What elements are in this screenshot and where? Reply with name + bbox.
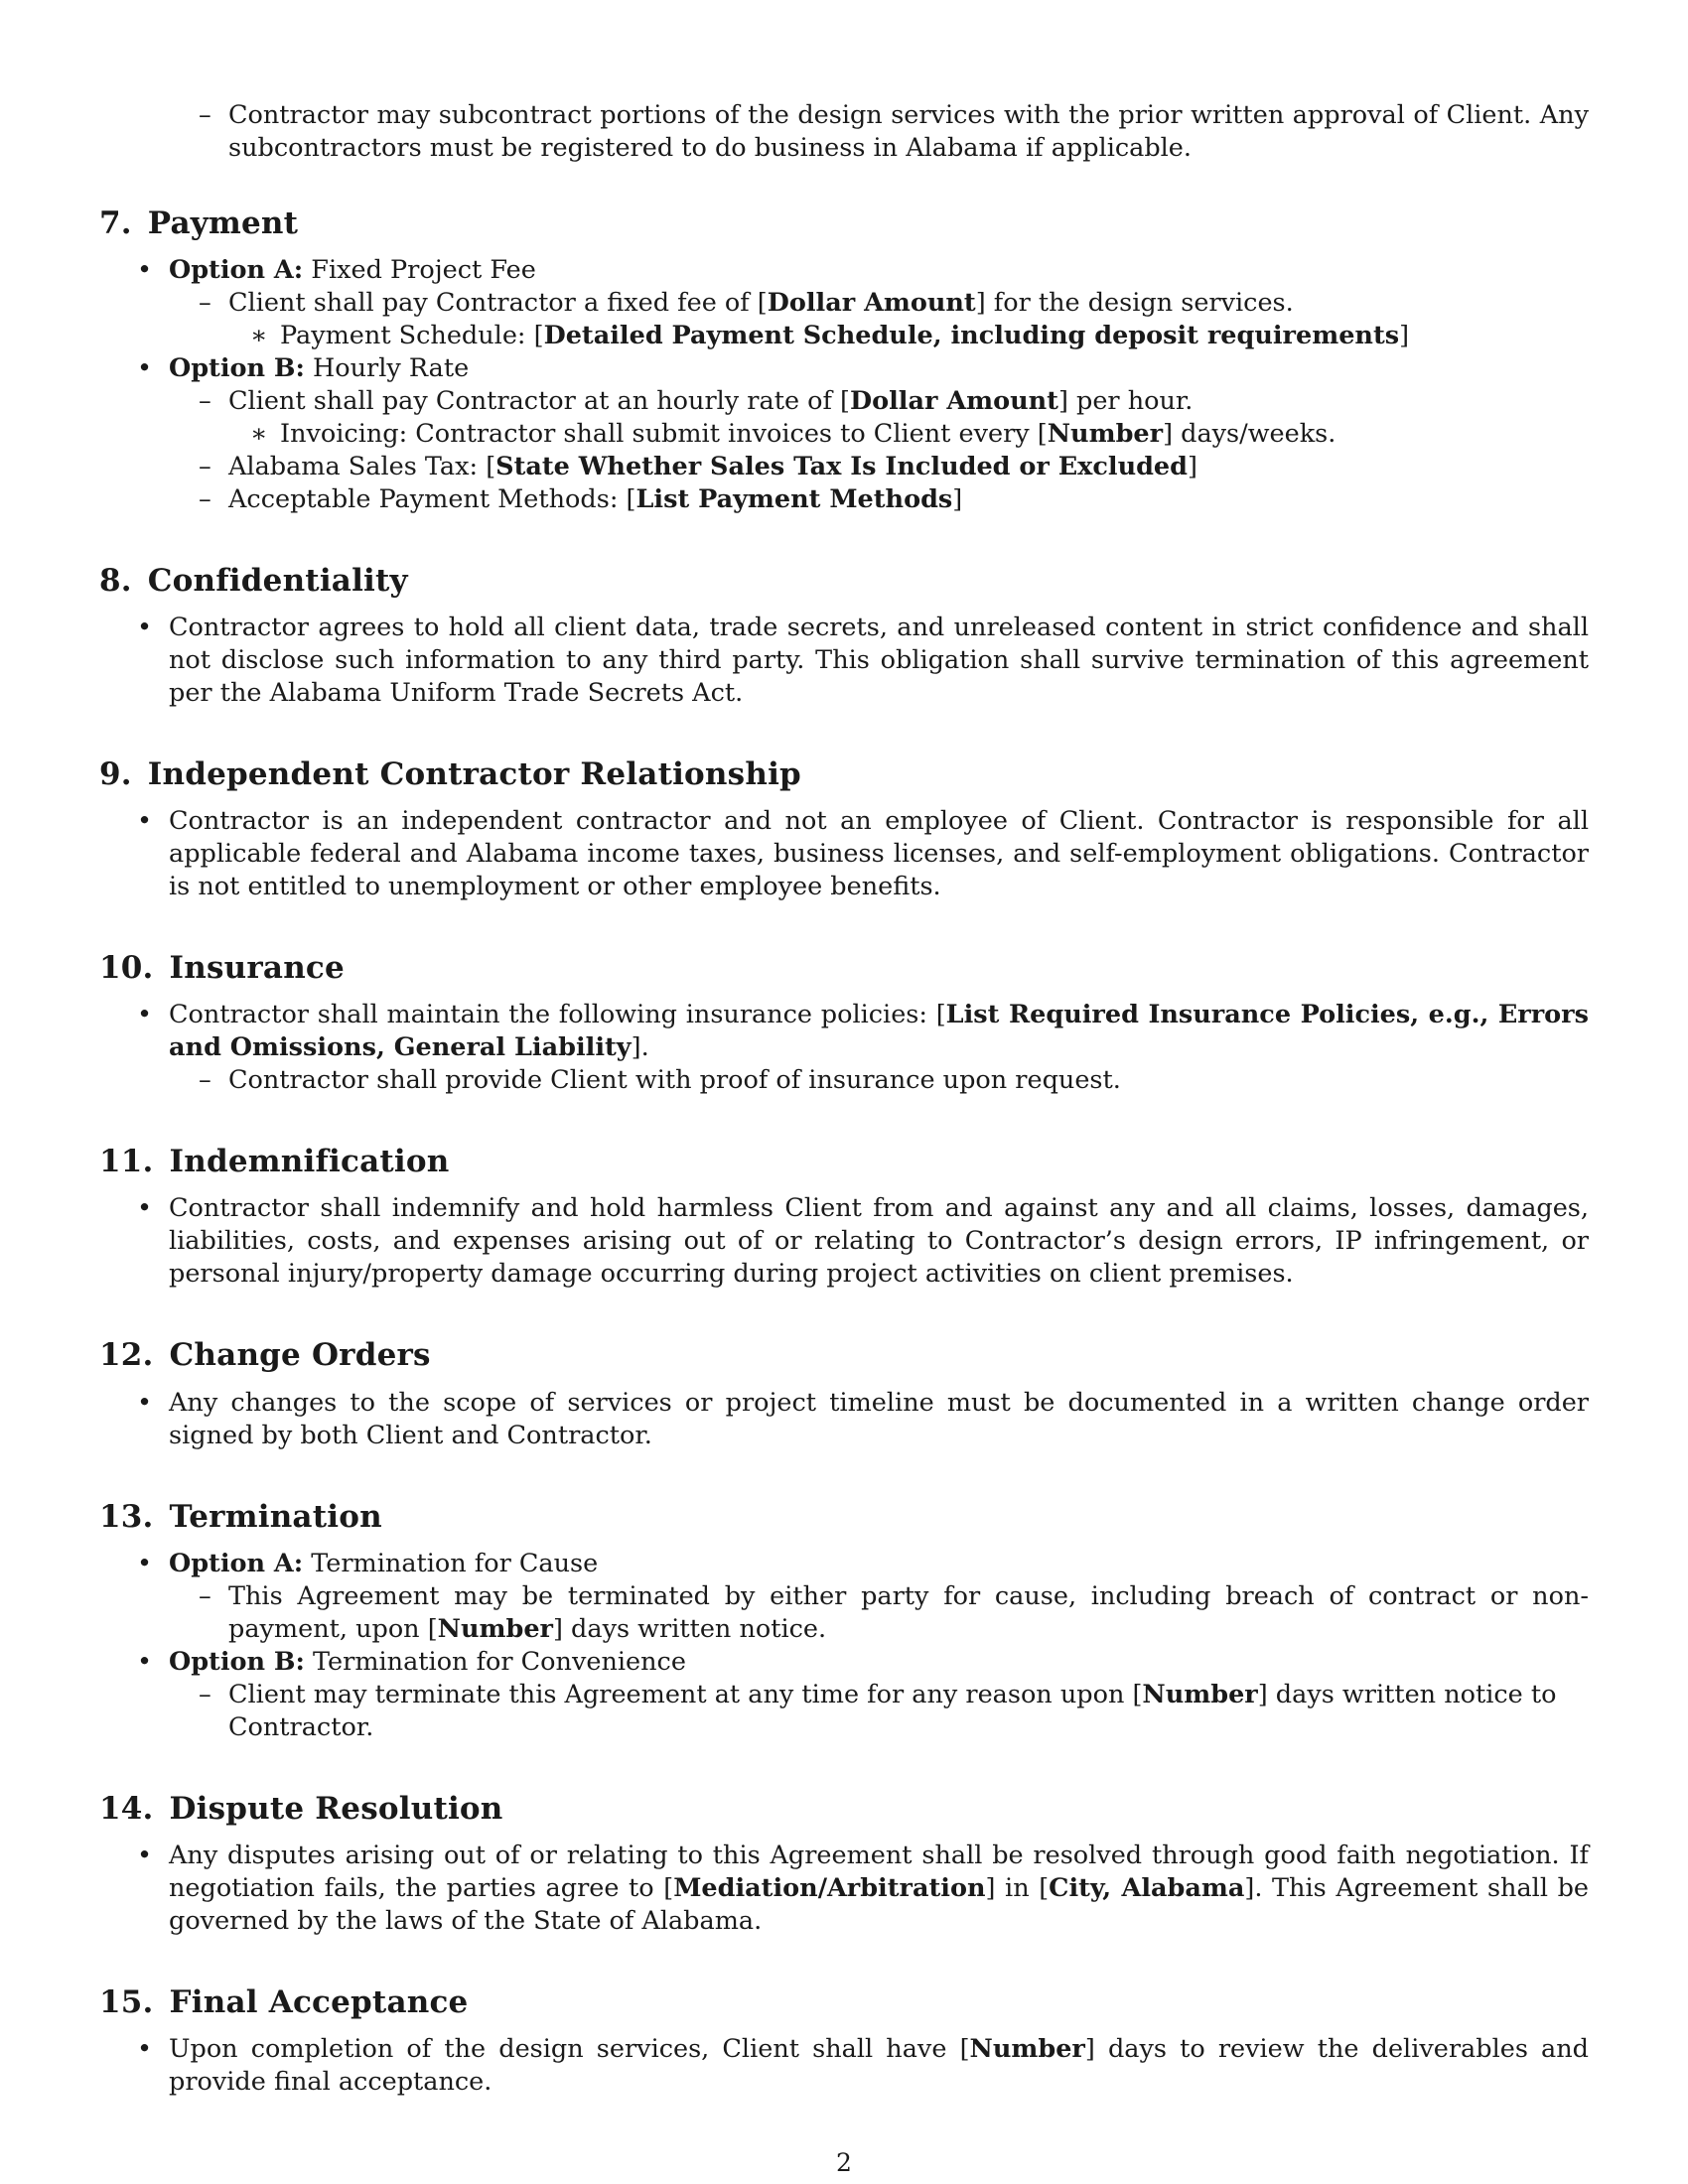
list-item: • Option A: Termination for Cause: [137, 1548, 599, 1578]
termination-list: [99, 1548, 1589, 1744]
section-indemnification: [99, 1145, 1589, 1291]
bullet-marker: •: [137, 1000, 153, 1030]
section-heading: 8. Confidentiality: [99, 563, 408, 600]
section-heading: 10. Insurance: [99, 950, 345, 987]
section-heading: 13. Termination: [99, 1498, 382, 1535]
document-page: [99, 99, 1589, 2099]
star-marker: ∗: [250, 321, 268, 351]
bullet-marker: •: [137, 353, 153, 384]
section-independent-contractor: [99, 757, 1589, 903]
dash-marker: –: [199, 1065, 211, 1096]
list-item: [99, 99, 1589, 165]
list-item: • Contractor agrees to hold all client data, trade secrets, and unreleased content in strict confidence and shall not disclose such information to any third party. This obligation shall survive termination of this agreement per the Alabama Uniform Trade Secrets Act.: [137, 613, 1589, 709]
section-heading: 9. Independent Contractor Relationship: [99, 756, 801, 793]
dash-marker: –: [199, 100, 211, 130]
list-item: • Upon completion of the design services, Client shall have [Number] days to review the deliverables and provide final acceptance.: [137, 2033, 1589, 2097]
list-item: • Option B: Termination for Convenience: [137, 1646, 686, 1677]
change-orders-list: [99, 1387, 1589, 1452]
section-final-acceptance: [99, 1985, 1589, 2099]
dash-marker: –: [199, 452, 211, 482]
section-heading: 11. Indemnification: [99, 1144, 450, 1180]
list-item: ∗ Payment Schedule: [Detailed Payment Schedule, including deposit requirements]: [250, 321, 1410, 351]
bullet-marker: •: [137, 2033, 153, 2064]
list-item: • Contractor shall maintain the following insurance policies: [List Required Insurance Policies, e.g., Errors and Omissions, General Liability].: [137, 1000, 1589, 1063]
bullet-marker: •: [137, 1548, 153, 1578]
bullet-marker: •: [137, 1387, 153, 1418]
section-heading: 14. Dispute Resolution: [99, 1790, 503, 1827]
subcontract-text: Contractor may subcontract portions of the design services with the prior written approval of Client. Any subcontractors must be registered to do business in Alabama if applicable.: [228, 100, 1589, 163]
list-item: – Client may terminate this Agreement at any time for any reason upon [Number] days written notice to Contractor.: [199, 1679, 1557, 1742]
list-item: ∗ Invoicing: Contractor shall submit invoices to Client every [Number] days/weeks.: [250, 419, 1336, 450]
list-item: – Alabama Sales Tax: [State Whether Sales Tax Is Included or Excluded]: [199, 452, 1197, 482]
bullet-marker: •: [137, 1840, 153, 1870]
section-confidentiality: [99, 564, 1589, 710]
list-item: – This Agreement may be terminated by either party for cause, including breach of contract or non-payment, upon [Number] days written notice.: [199, 1580, 1589, 1644]
confidentiality-list: [99, 612, 1589, 710]
section-heading: 15. Final Acceptance: [99, 1983, 469, 2020]
section-heading: 7. Payment: [99, 205, 299, 241]
section-heading: 12. Change Orders: [99, 1337, 431, 1374]
dash-marker: –: [199, 386, 211, 417]
bullet-marker: •: [137, 1646, 153, 1677]
list-item: • Option B: Hourly Rate: [137, 353, 470, 384]
insurance-list: [99, 999, 1589, 1097]
page-number: 2: [836, 2148, 852, 2177]
continued-list: [99, 99, 1589, 165]
section-payment: [99, 206, 1589, 516]
dash-marker: –: [199, 1679, 211, 1709]
list-item: – Contractor shall provide Client with proof of insurance upon request.: [199, 1065, 1121, 1096]
bullet-marker: •: [137, 1193, 153, 1224]
section-termination: [99, 1500, 1589, 1744]
section-dispute-resolution: [99, 1792, 1589, 1938]
list-item: • Any disputes arising out of or relating to this Agreement shall be resolved through good faith negotiation. If negotiation fails, the parties agree to [Mediation/Arbitration] in [City, Alabama]. This Agreement shall be governed by the laws of the State of Alabama.: [137, 1840, 1589, 1936]
star-marker: ∗: [250, 419, 268, 450]
list-item: – Client shall pay Contractor a fixed fee of [Dollar Amount] for the design services.: [199, 288, 1294, 319]
list-item: – Client shall pay Contractor at an hourly rate of [Dollar Amount] per hour.: [199, 386, 1194, 417]
bullet-marker: •: [137, 806, 153, 837]
list-item: – Acceptable Payment Methods: [List Payment Methods]: [199, 484, 963, 515]
dash-marker: –: [199, 288, 211, 319]
list-item: • Option A: Fixed Project Fee: [137, 255, 536, 286]
dispute-list: [99, 1840, 1589, 1938]
dash-marker: –: [199, 1580, 211, 1611]
relationship-list: [99, 805, 1589, 903]
list-item: • Contractor shall indemnify and hold harmless Client from and against any and all claims, losses, damages, liabilities, costs, and expenses arising out of or relating to Contractor’s design errors, IP infringement, or personal injury/property damage occurring during project activities on client premises.: [137, 1193, 1589, 1290]
list-item: • Contractor is an independent contractor and not an employee of Client. Contractor is responsible for all applicable federal and Alabama income taxes, business licenses, and self-employment obligations. Contractor is not entitled to unemployment or other employee benefits.: [137, 806, 1589, 902]
acceptance-list: [99, 2033, 1589, 2099]
payment-list: [99, 254, 1589, 516]
list-item: • Any changes to the scope of services or project timeline must be documented in a written change order signed by both Client and Contractor.: [137, 1387, 1589, 1450]
section-insurance: [99, 951, 1589, 1097]
section-change-orders: [99, 1338, 1589, 1451]
bullet-marker: •: [137, 613, 153, 643]
dash-marker: –: [199, 484, 211, 515]
indemnification-list: [99, 1192, 1589, 1291]
bullet-marker: •: [137, 255, 153, 286]
